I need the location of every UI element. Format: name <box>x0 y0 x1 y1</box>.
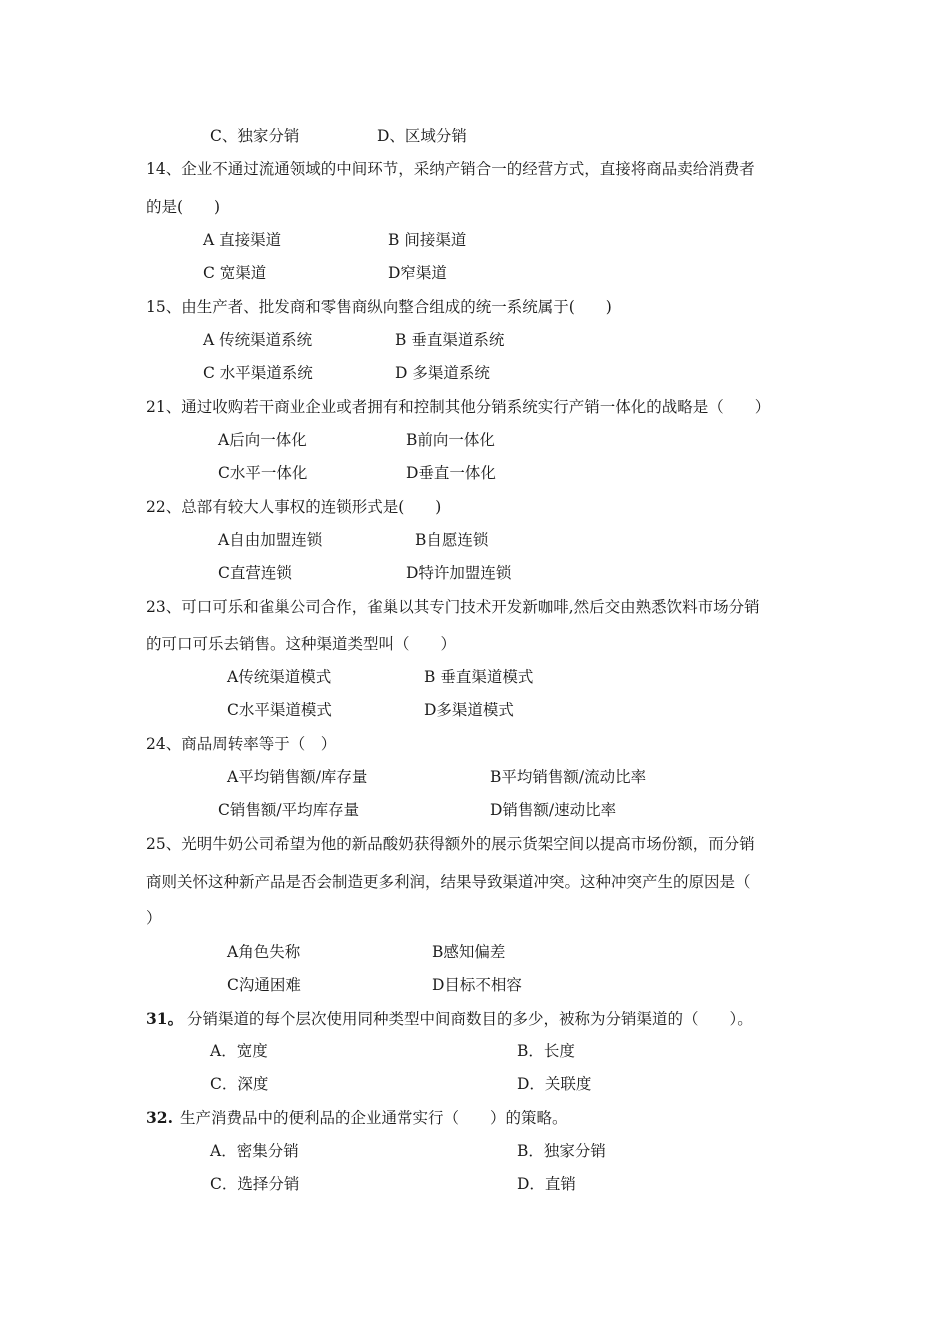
text-line-l1: C、独家分销 <box>210 127 300 145</box>
text-line-o23d: D多渠道模式 <box>424 701 514 719</box>
text-line-q15: 15、由生产者、批发商和零售商纵向整合组成的统一系统属于( ) <box>146 298 612 316</box>
text-line-o14b: B 间接渠道 <box>388 231 467 249</box>
text-line-q24: 24、商品周转率等于（ ） <box>146 735 337 753</box>
text-line-o22d: D特许加盟连锁 <box>406 564 512 582</box>
text-line-o14a: A 直接渠道 <box>203 231 282 249</box>
text-line-o25c: C沟通困难 <box>227 976 301 994</box>
text-line-q21: 21、通过收购若干商业企业或者拥有和控制其他分销系统实行产销一体化的战略是（ ） <box>146 398 771 416</box>
text-line-o31d: D．关联度 <box>517 1075 592 1093</box>
text-line-o24a: A平均销售额/库存量 <box>227 768 368 786</box>
text-line-o15c: C 水平渠道系统 <box>203 364 313 382</box>
text-line-o22b: B自愿连锁 <box>415 531 489 549</box>
text-line-q25b: 商则关怀这种新产品是否会制造更多利润，结果导致渠道冲突。这种冲突产生的原因是（ <box>146 873 751 891</box>
text-line-q31num: 31。 <box>146 1009 184 1028</box>
text-line-o31b: B．长度 <box>517 1042 575 1060</box>
text-line-o31a: A．宽度 <box>210 1042 268 1060</box>
text-line-q32: 生产消费品中的便利品的企业通常实行（ ）的策略。 <box>180 1109 568 1127</box>
text-line-o24c: C销售额/平均库存量 <box>218 801 360 819</box>
text-line-o15a: A 传统渠道系统 <box>203 331 313 349</box>
text-line-o21a: A后向一体化 <box>218 431 307 449</box>
text-line-q31: 分销渠道的每个层次使用同种类型中间商数目的多少，被称为分销渠道的（ ）。 <box>187 1010 753 1028</box>
text-line-o24d: D销售额/速动比率 <box>490 801 617 819</box>
text-line-o31c: C．深度 <box>210 1075 269 1093</box>
text-line-o32a: A．密集分销 <box>210 1142 299 1160</box>
text-line-o22a: A自由加盟连锁 <box>218 531 323 549</box>
text-line-o25a: A角色失称 <box>227 943 301 961</box>
text-line-q25a: 25、光明牛奶公司希望为他的新品酸奶获得额外的展示货架空间以提高市场份额，而分销 <box>146 835 755 853</box>
text-line-q14a: 14、企业不通过流通领域的中间环节，采纳产销合一的经营方式，直接将商品卖给消费者 <box>146 160 755 178</box>
text-line-o22c: C直营连锁 <box>218 564 292 582</box>
text-line-o14d: D窄渠道 <box>388 264 447 282</box>
text-line-q23a: 23、可口可乐和雀巢公司合作，雀巢以其专门技术开发新咖啡,然后交由熟悉饮料市场分销 <box>146 598 760 616</box>
text-line-o15b: B 垂直渠道系统 <box>395 331 505 349</box>
text-line-o32c: C．选择分销 <box>210 1175 300 1193</box>
text-line-o24b: B平均销售额/流动比率 <box>490 768 647 786</box>
text-line-q14b: 的是( ) <box>146 198 221 216</box>
text-line-o25b: B感知偏差 <box>432 943 506 961</box>
text-line-o23b: B 垂直渠道模式 <box>424 668 534 686</box>
text-line-q22: 22、总部有较大人事权的连锁形式是( ) <box>146 498 442 516</box>
text-line-q32num: 32. <box>146 1108 173 1127</box>
text-line-o25d: D目标不相容 <box>432 976 522 994</box>
text-line-o32b: B．独家分销 <box>517 1142 606 1160</box>
text-line-q23b: 的可口可乐去销售。这种渠道类型叫（ ） <box>146 635 457 653</box>
text-line-o14c: C 宽渠道 <box>203 264 267 282</box>
text-line-o21c: C水平一体化 <box>218 464 308 482</box>
text-line-o32d: D．直销 <box>517 1175 576 1193</box>
text-line-o21d: D垂直一体化 <box>406 464 496 482</box>
text-line-l1b: D、区域分销 <box>377 127 467 145</box>
text-line-q25c: ） <box>146 909 162 927</box>
text-line-o15d: D 多渠道系统 <box>395 364 490 382</box>
text-line-o23c: C水平渠道模式 <box>227 701 332 719</box>
text-line-o23a: A传统渠道模式 <box>227 668 332 686</box>
text-line-o21b: B前向一体化 <box>406 431 495 449</box>
